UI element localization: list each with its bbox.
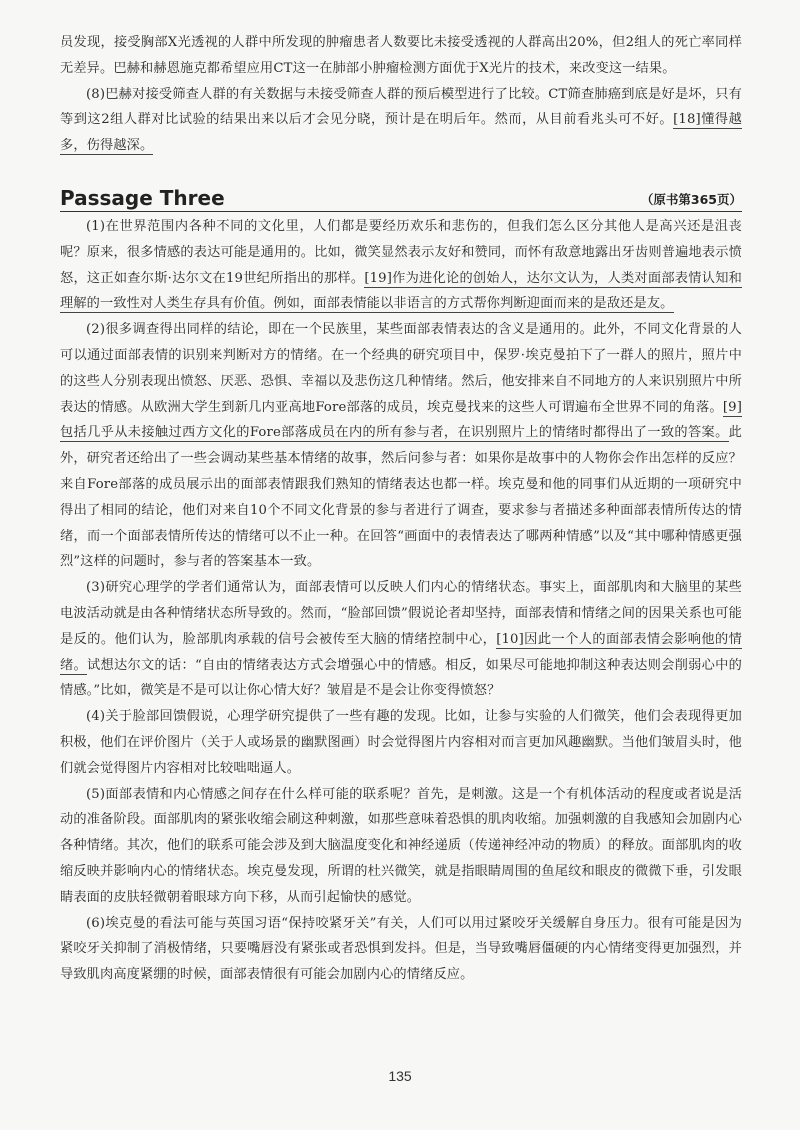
paragraph-text: (1)在世界范围内各种不同的文化里，人们都是要经历欢乐和悲伤的，但我们怎么区分其他人是高兴还是沮丧呢？原来，很多情感的表达可能是通用的。比如，微笑显然表示友好和赞同，而怀有敌意地露出牙齿则普遍地表示愤怒，这正如查尔斯·达尔文在19世纪所指出的那样。 <box>60 218 742 286</box>
paragraph-text: 试想达尔文的话：“自由的情绪表达方式会增强心中的情感。相反，如果尽可能地抑制这种表达则会削弱心中的情感。”比如，微笑是不是可以让你心情大好？皱眉是不是会让你变得愤怒？ <box>60 657 742 699</box>
answer-underline-18: [18]懂得越多，伤得越深。 <box>60 112 742 154</box>
paragraph-1 <box>60 214 742 317</box>
answer-underline-19: [19]作为进化论的创始人，达尔文认为，人类对面部表情认知和理解的一致性对人类生存具有价值。例如，面部表情能以非语言的方式帮你判断迎面而来的是敌还是友。 <box>60 270 742 312</box>
paragraph-text: 事实上，面部肌肉和大脑里的某些电波活动就是由各种情绪状态所导致的。然而，“脸部回馈”假说论者却坚持，面部表情和情绪之间的因果关系也可能是反的。他们认为，脸部肌肉承载的信号会被传至大脑的情绪控制中心， <box>60 580 742 647</box>
paragraph-3 <box>60 575 742 704</box>
paragraph-text: (3)研究心理学的学者们通常认为，面部表情可以反映人们内心的情绪状态。 <box>86 580 539 596</box>
answer-underline-9: [9]包括几乎从未接触过西方文化的Fore部落成员在内的所有参与者，在识别照片上的情绪时都得出了一致的答案。 <box>60 399 742 441</box>
passage-title: Passage Three <box>60 185 225 210</box>
passage-header <box>60 183 742 212</box>
paragraph-2 <box>60 317 742 575</box>
paragraph-text: (2)很多调查得出同样的结论，即在一个民族里，某些面部表情表达的含义是通用的。此外，不同文化背景的人可以通过面部表情的识别来判断对方的情绪。在一个经典的研究项目中，保罗·埃克曼拍下了一群人的照片，照片中的这些人分别表现出愤怒、厌恶、恐惧、幸福以及悲伤这几种情绪。然后，他安排来自不同地方的人来识别照片中所表达的情感。从欧洲大学生到新几内亚高地Fore部落的成员，埃克曼找来的这些人可谓遍布全世界不同的角落。 <box>60 322 742 415</box>
paragraph-5: (5)面部表情和内心情感之间存在什么样可能的联系呢？首先，是刺激。这是一个有机体活动的程度或者说是活动的准备阶段。面部肌肉的紧张收缩会刷这种刺激，如那些意味着恐惧的肌肉收缩。加强刺激的自我感知会加剧内心各种情绪。其次，他们的联系可能会涉及到大脑温度变化和神经递质（传递神经冲动的物质）的释放。面部肌肉的收缩反映并影响内心的情绪状态。埃克曼发现，所谓的杜兴微笑，就是指眼睛周围的鱼尾纹和眼皮的微微下垂，引发眼睛表面的皮肤轻微朝着眼球方向下移，从而引起愉快的感觉。 <box>60 786 742 905</box>
answer-underline-10: [10]因此一个人的面部表情会影响他的情绪。 <box>60 631 742 673</box>
paragraph-4: (4)关于脸部回馈假说，心理学研究提供了一些有趣的发现。比如，让参与实验的人们微笑，他们会表现得更加积极，他们在评价图片（关于人或场景的幽默图画）时会觉得图片内容相对而言更加风趣幽默。当他们皱眉头时，他们就会觉得图片内容相对比较咄咄逼人。 <box>60 709 742 776</box>
page-content <box>60 30 742 988</box>
paragraph-6: (6)埃克曼的看法可能与英国习语“保持咬紧牙关”有关，人们可以用过紧咬牙关缓解自身压力。很有可能是因为紧咬牙关抑制了消极情绪，只要嘴唇没有紧张或者恐惧到发抖。但是，当导致嘴唇僵硬的内心情绪变得更加强烈，并导致肌肉高度紧绷的时候，面部表情很有可能会加剧内心的情绪反应。 <box>60 915 742 983</box>
page-number: 135 <box>388 1068 412 1084</box>
paragraph-text: (8)巴赫对接受筛查人群的有关数据与未接受筛查人群的预后模型进行了比较。CT筛查肺癌到底是好是坏，只有等到这2组人群对比试验的结果出来以后才会见分晓，预计是在明后年。然而，从目前看兆头可不好。 <box>60 86 742 128</box>
intro-paragraph-8 <box>60 82 742 159</box>
source-page-ref: （原书第365页） <box>640 191 742 207</box>
intro-paragraph-1: 员发现，接受胸部X光透视的人群中所发现的肿瘤患者人数要比未接受透视的人群高出20%，但2组人的死亡率同样无差异。巴赫和赫恩施克都希望应用CT这一在肺部小肿瘤检测方面优于X光片的技术，来改变这一结果。 <box>60 35 742 76</box>
paragraph-text: 此外，研究者还给出了一些会调动某些基本情绪的故事，然后问参与者：如果你是故事中的人物你会作出怎样的反应？来自Fore部落的成员展示出的面部表情跟我们熟知的情绪表达也都一样。埃克曼和他的同事们从近期的一项研究中得出了相同的结论，他们对来自10个不同文化背景的参与者进行了调查，要求参与者描述多种面部表情所传达的情绪，而一个面部表情所传达的情绪可以不止一种。在回答“画面中的表情表达了哪两种情感”以及“其中哪种情感更强烈”这样的问题时，参与者的答案基本一致。 <box>60 425 742 570</box>
